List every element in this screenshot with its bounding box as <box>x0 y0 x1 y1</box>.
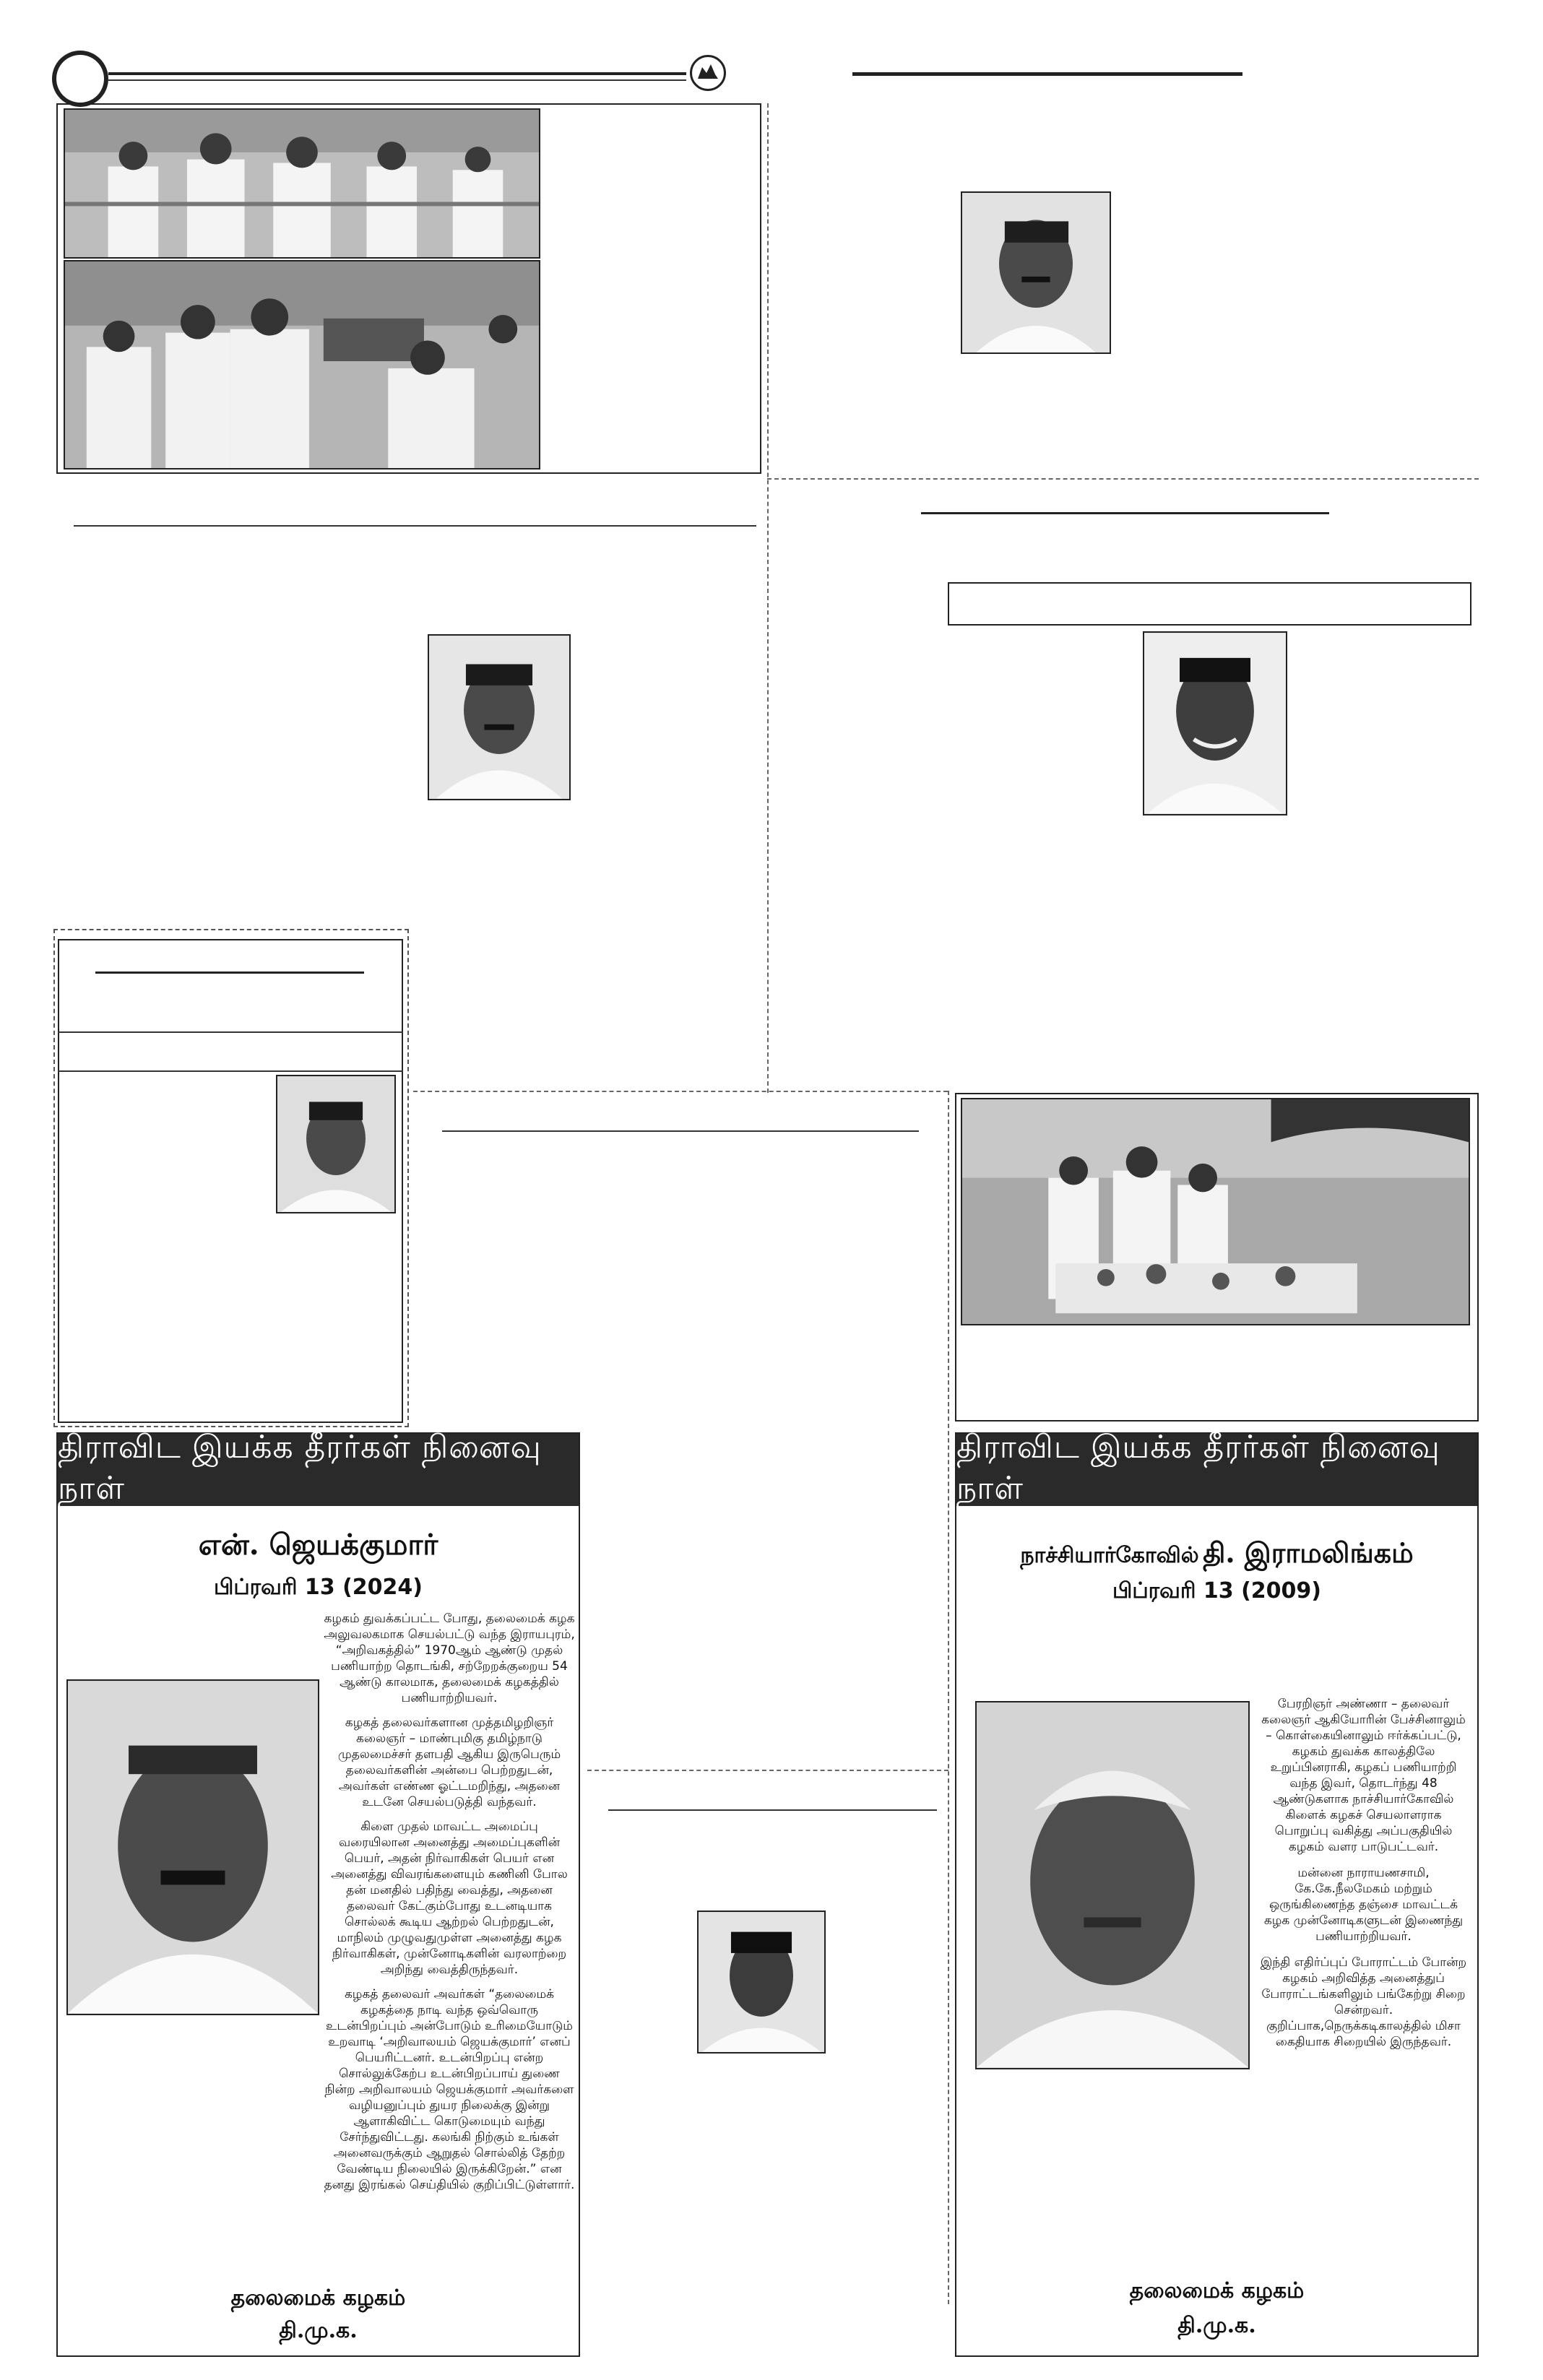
memorial-left-paragraph: கழகம் துவக்கப்பட்ட போது, தலைமைக் கழக அலுவலகமாக செயல்பட்டு வந்த இராயபுரம், “அறிவகத்தில்” 1970ஆம் ஆண்டு முதல் பணியாற்ற தொடங்கி, சற்றேறக்குறைய 54 ஆண்டு காலமாக, தலைமைக் கழகத்தில் பணியாற்றியவர். <box>324 1611 575 1705</box>
memorial-left-paragraph: கழகத் தலைவர் அவர்கள் “தலைமைக் கழகத்தை நாடி வந்த ஒவ்வொரு உடன்பிறப்பும் அன்போடும் உரிமையோடும் உறவாடி ‘அறிவாலயம் ஜெயக்குமார்’ எனப் பெயரிட்டனர். உடன்பிறப்பு என்ற சொல்லுக்கேற்ப உடன்பிறப்பாய் துணை நின்ற அறிவாலயம் ஜெயக்குமார் அவர்களை வழியனுப்பும் துயர நிலைக்கு இன்று ஆளாகிவிட்ட கொடுமையும் வந்து சேர்ந்துவிட்டது. கலங்கி நிற்கும் உங்கள் அனைவருக்கும் ஆறுதல் சொல்லித் தேற்ற வேண்டிய நிலையில் இருக்கிறேன்.” என தனது இரங்கல் செய்தியில் குறிப்பிட்டுள்ளார். <box>324 1987 575 2192</box>
center-article-rule <box>442 1130 919 1132</box>
ribbon-cutting-photo <box>64 108 540 259</box>
section-divider-right <box>767 478 1479 480</box>
memorial-left-banner: திராவிட இயக்க தீரர்கள் நினைவு நாள் <box>58 1434 579 1506</box>
small-article-rule <box>95 972 364 974</box>
portrait-small-article <box>276 1075 396 1213</box>
center-article-top <box>413 1091 948 1092</box>
memorial-right-signature-2: தி.மு.க. <box>1177 2313 1256 2338</box>
header-rule-left <box>108 72 686 75</box>
center-lower-divider <box>587 1770 948 1771</box>
memorial-left-portrait <box>66 1679 319 2015</box>
center-article-right <box>948 1091 949 2304</box>
memorial-left-name: என். ஜெயக்குமார் <box>198 1528 438 1562</box>
page-number-circle <box>52 51 108 107</box>
memorial-left-signature-2: தி.மு.க. <box>279 2318 358 2343</box>
subheading-box <box>948 582 1471 626</box>
memorial-right-paragraph: மன்னை நாராயணசாமி, கே.கே.நீலமேகம் மற்றும் ஒருங்கிணைந்த தஞ்சை மாவட்டக் கழக முன்னோடிகளுடன் இணைந்து பணியாற்றியவர். <box>1263 1866 1464 1944</box>
inauguration-photo <box>64 260 540 469</box>
memorial-left-date: பிப்ரவரி 13 (2024) <box>213 1575 423 1600</box>
memorial-right-date: பிப்ரவரி 13 (2009) <box>1112 1578 1322 1604</box>
section-rule-right <box>921 512 1329 514</box>
memorial-right-name: தி. இராமலிங்கம் <box>1203 1536 1414 1569</box>
memorial-right-paragraph: பேரறிஞர் அண்ணா – தலைவர் கலைஞர் ஆகியோரின் பேச்சினாலும் – கொள்கையினாலும் ஈர்க்கப்பட்டு, கழகம் துவக்க காலத்திலே உறுப்பினராகி, கழகப் பணியாற்றி வந்த இவர், தொடர்ந்து 48 ஆண்டுகளாக நாச்சியார்கோவில் கிளைக் கழகச் செயலாளராக பொறுப்பு வகித்து அப்பகுதியில் கழகம் வளர பாடுபட்டவர். <box>1261 1697 1466 1854</box>
memorial-left-paragraph: கழகத் தலைவர்களான முத்தமிழறிஞர் கலைஞர் – மாண்புமிகு தமிழ்நாடு முதலமைச்சர் தளபதி ஆகிய இருபெரும் தலைவர்களின் அன்பை பெற்றதுடன், அவர்கள் எண்ண ஓட்டமறிந்து, அதனை உடனே செயல்படுத்தி வந்தவர். <box>337 1715 561 1809</box>
memorial-right-banner: திராவிட இயக்க தீரர்கள் நினைவு நாள் <box>956 1434 1477 1506</box>
event-photo <box>961 1098 1470 1325</box>
center-lower-rule <box>608 1809 937 1811</box>
portrait-right-smiling <box>1143 631 1287 815</box>
portrait-top-right <box>961 191 1111 354</box>
memorial-left-text <box>324 1611 575 2362</box>
memorial-right-portrait <box>975 1701 1250 2069</box>
memorial-right-text <box>1257 1696 1470 2202</box>
small-article-divider <box>58 1031 403 1033</box>
portrait-center-lower <box>697 1911 826 2054</box>
memorial-right-paragraph: இந்தி எதிர்ப்புப் போராட்டம் போன்ற கழகம் அறிவித்த அனைத்துப் போராட்டங்களிலும் பங்கேற்று சிறை சென்றவர். குறிப்பாக,நெருக்கடிகாலத்தில் மிசா கைதியாக சிறையில் இருந்தவர். <box>1260 1955 1467 2049</box>
column-divider <box>767 103 769 1093</box>
party-emblem-icon <box>690 55 726 91</box>
portrait-center-left <box>428 634 571 800</box>
memorial-left-paragraph: கிளை முதல் மாவட்ட அமைப்பு வரையிலான அனைத்து அமைப்புகளின் பெயர், அதன் நிர்வாகிகள் பெயர் என அனைத்து விவரங்களையும் கணினி போல தன் மனதில் பதிந்து வைத்து, அதனை தலைவர் கேட்கும்போது உடனடியாக சொல்லக் கூடிய ஆற்றல் பெற்றதுடன், மாநிலம் முழுவதுமுள்ள அனைத்து கழக நிர்வாகிகள், முன்னோடிகளின் வரலாற்றை அறிந்து வைத்திருந்தவர். <box>331 1819 568 1977</box>
memorial-right-place: நாச்சியார்கோவில் <box>1020 1543 1199 1568</box>
section-rule-left <box>74 525 756 527</box>
memorial-right-title <box>956 1536 1477 1573</box>
memorial-left-signature-1: தலைமைக் கழகம் <box>230 2285 406 2311</box>
header-rule-left-2 <box>108 79 686 81</box>
memorial-right-signature-1: தலைமைக் கழகம் <box>1129 2278 1305 2303</box>
header-rule-right <box>852 72 1242 76</box>
small-article-divider-2 <box>58 1070 403 1072</box>
